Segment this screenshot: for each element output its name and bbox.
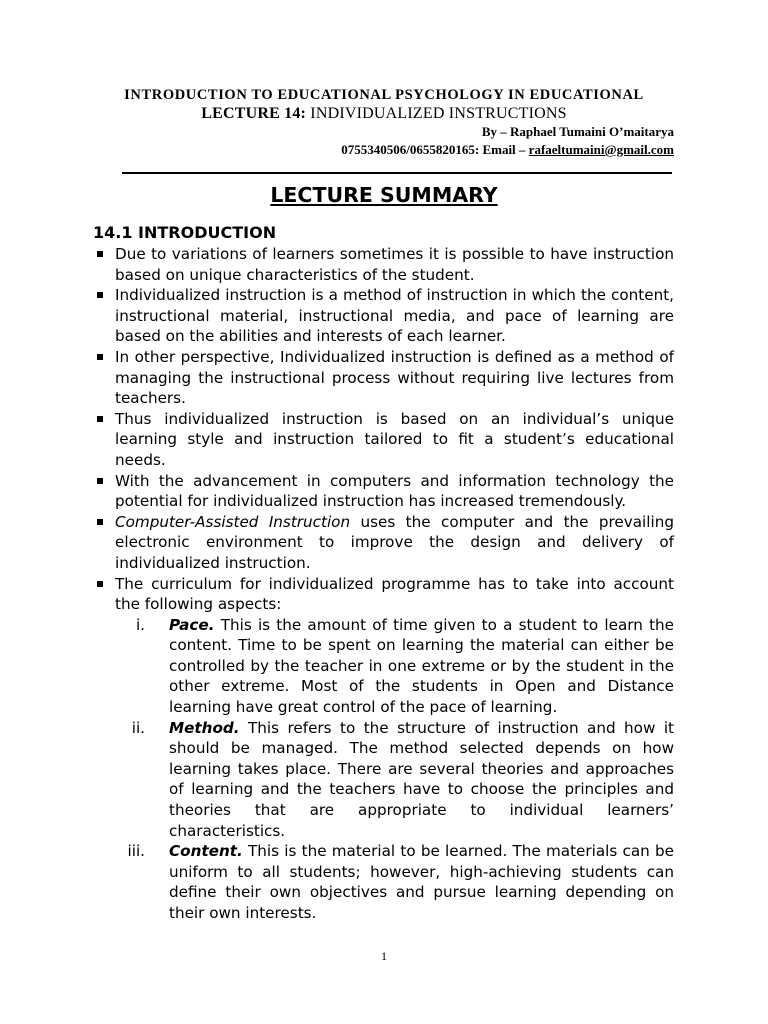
- contact-line: [341, 142, 674, 158]
- section-heading: 14.1 INTRODUCTION: [93, 223, 277, 242]
- aspect-numeral: i.: [135, 615, 145, 634]
- lecture-prefix: LECTURE 14:: [201, 105, 307, 122]
- list-item: [93, 347, 674, 409]
- bullet-text: Due to variations of learners sometimes it is possible to have instruction based on unique characteristics of the student.: [115, 245, 674, 284]
- lecture-title-line: [0, 105, 768, 123]
- page-title: LECTURE SUMMARY: [270, 183, 498, 207]
- bullet-icon: [97, 354, 103, 360]
- bullet-icon: [97, 416, 103, 422]
- aspect-text: This refers to the structure of instruction and how it should be managed. The method selected depends on how learning takes place. There are several theories and approaches of learning and the teachers have to choose the principles and theories that are appropriate to individual learners’ characteristics.: [169, 718, 674, 840]
- aspect-term: Pace.: [169, 615, 215, 634]
- bullet-text: In other perspective, Individualized instruction is defined as a method of managing the instructional process without requiring live lectures from teachers.: [115, 347, 674, 408]
- list-item: [93, 244, 674, 285]
- aspect-text: This is the amount of time given to a student to learn the content. Time to be spent on learning the material can either be controlled by the teacher in one extreme or by the student in the other extreme. Most of the students in Open and Distance learning have great control of the pace of learning.: [169, 615, 674, 717]
- bullet-text: The curriculum for individualized programme has to take into account the following aspects:: [115, 574, 674, 614]
- bullet-text: Thus individualized instruction is based on an individual’s unique learning style and instruction tailored to fit a student’s educational needs.: [115, 409, 674, 469]
- aspect-item-content: [115, 841, 674, 923]
- aspect-item-pace: [115, 615, 674, 718]
- aspect-numeral: ii.: [131, 718, 145, 737]
- list-item: [93, 409, 674, 471]
- bullet-icon: [97, 519, 103, 525]
- list-item: [93, 574, 674, 924]
- list-item: [93, 512, 674, 574]
- bullet-text: uses the computer and the prevailing electronic environment to improve the design and delivery of individualized instruction.: [115, 512, 674, 572]
- aspects-list: [115, 615, 674, 924]
- course-title: INTRODUCTION TO EDUCATIONAL PSYCHOLOGY IN EDUCATIONAL: [124, 87, 644, 103]
- aspect-term: Method.: [169, 718, 240, 737]
- email-link[interactable]: rafaeltumaini@gmail.com: [528, 142, 674, 157]
- phone-numbers: 0755340506/0655820165: Email –: [341, 142, 526, 157]
- aspect-text: This is the material to be learned. The materials can be uniform to all students; however, high-achieving students can define their own objectives and pursue learning depending on their own interests.: [169, 842, 674, 922]
- aspect-numeral: iii.: [127, 842, 145, 861]
- bullet-text: Individualized instruction is a method of instruction in which the content, instructional material, instructional media, and pace of learning are based on the abilities and interests of each learner.: [115, 286, 674, 346]
- bullet-icon: [97, 292, 103, 298]
- aspect-item-method: [115, 718, 674, 842]
- list-item: [93, 285, 674, 347]
- bullet-icon: [97, 478, 103, 484]
- author-line: By – Raphael Tumaini O’maitarya: [481, 124, 674, 139]
- section-body: [93, 244, 674, 924]
- list-item: [93, 471, 674, 512]
- bullet-list: [93, 244, 674, 924]
- cai-term: Computer-Assisted Instruction: [115, 512, 351, 531]
- bullet-text: With the advancement in computers and information technology the potential for individualized instruction has increased tremendously.: [115, 471, 674, 511]
- bullet-icon: [97, 581, 103, 587]
- header-divider: [122, 172, 672, 174]
- page-number: 1: [381, 949, 387, 963]
- lecture-title: INDIVIDUALIZED INSTRUCTIONS: [310, 105, 567, 122]
- bullet-icon: [97, 251, 103, 257]
- aspect-term: Content.: [169, 842, 243, 861]
